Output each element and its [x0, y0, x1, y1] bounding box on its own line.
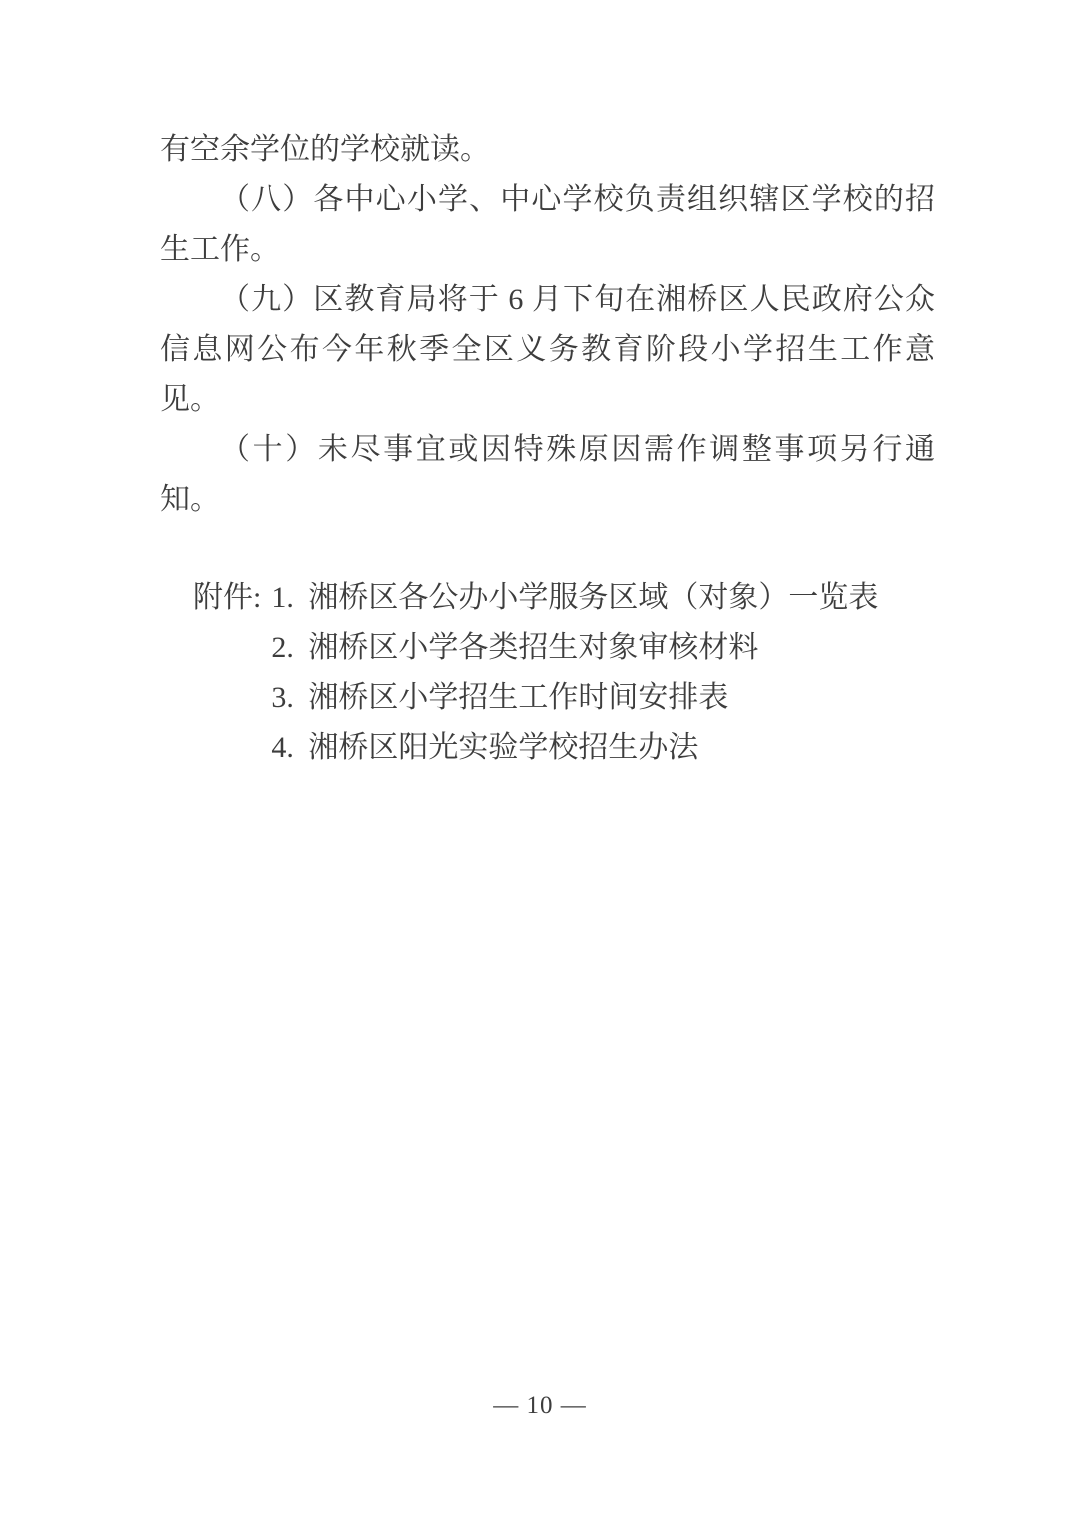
attachment-number: 1.: [271, 581, 294, 614]
attachment-number: 3.: [271, 681, 294, 714]
body-paragraph: （八）各中心小学、中心学校负责组织辖区学校的招生工作。: [160, 183, 935, 266]
attachment-title: 湘桥区小学各类招生对象审核材料: [308, 631, 759, 664]
attachment-item: [271, 623, 878, 673]
attachment-title: 湘桥区小学招生工作时间安排表: [308, 681, 729, 714]
attachment-item: [271, 673, 878, 723]
attachment-number: 2.: [271, 631, 294, 664]
body-paragraph: 有空余学位的学校就读。: [160, 133, 490, 166]
attachment-title: 湘桥区各公办小学服务区域（对象）一览表: [308, 581, 879, 614]
page-number: — 10 —: [493, 1392, 587, 1419]
attachment-number: 4.: [271, 731, 294, 764]
attachments-label: 附件:: [193, 581, 262, 614]
attachment-item: [271, 573, 878, 623]
document-body: [160, 125, 935, 773]
attachments-section: [160, 573, 935, 773]
attachment-title: 湘桥区阳光实验学校招生办法: [308, 731, 699, 764]
body-paragraph: （九）区教育局将于 6 月下旬在湘桥区人民政府公众信息网公布今年秋季全区义务教育阶段小学招生工作意见。: [160, 283, 935, 416]
attachments-list: [271, 573, 878, 773]
body-paragraph: （十）未尽事宜或因特殊原因需作调整事项另行通知。: [160, 433, 935, 516]
attachment-item: [271, 723, 878, 773]
